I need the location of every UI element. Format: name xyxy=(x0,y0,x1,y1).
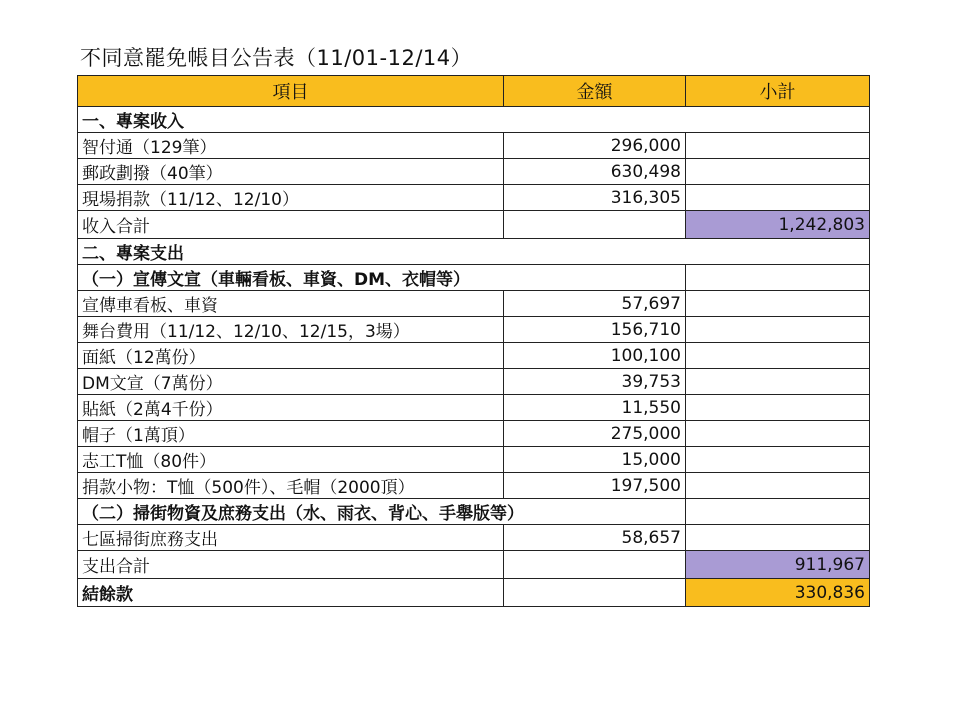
table-row xyxy=(78,369,870,395)
cell-subtotal: 330,836 xyxy=(686,579,870,607)
cell-subtotal xyxy=(686,525,870,551)
total-row xyxy=(78,551,870,579)
cell-item: 現場捐款（11/12、12/10） xyxy=(78,185,504,211)
cell-item: 支出合計 xyxy=(78,551,504,579)
cell-item: 一、專案收入 xyxy=(78,107,870,133)
header-amount: 金額 xyxy=(504,76,686,107)
cell-item: 志工T恤（80件） xyxy=(78,447,504,473)
cell-amount: 275,000 xyxy=(504,421,686,447)
cell-item: 郵政劃撥（40筆） xyxy=(78,159,504,185)
cell-subtotal xyxy=(686,317,870,343)
cell-subtotal xyxy=(686,265,870,291)
section-row xyxy=(78,239,870,265)
cell-subtotal xyxy=(686,291,870,317)
cell-item: 智付通（129筆） xyxy=(78,133,504,159)
table-row xyxy=(78,395,870,421)
cell-amount: 316,305 xyxy=(504,185,686,211)
cell-subtotal: 1,242,803 xyxy=(686,211,870,239)
header-item: 項目 xyxy=(78,76,504,107)
cell-amount: 100,100 xyxy=(504,343,686,369)
header-subtotal: 小計 xyxy=(686,76,870,107)
cell-subtotal xyxy=(686,369,870,395)
cell-subtotal xyxy=(686,159,870,185)
ledger-table xyxy=(77,75,870,607)
cell-subtotal xyxy=(686,421,870,447)
ledger-body xyxy=(78,107,870,607)
table-row xyxy=(78,159,870,185)
cell-item: 捐款小物：T恤（500件）、毛帽（2000頂） xyxy=(78,473,504,499)
cell-amount: 58,657 xyxy=(504,525,686,551)
total-row xyxy=(78,211,870,239)
cell-amount: 39,753 xyxy=(504,369,686,395)
cell-subtotal xyxy=(686,185,870,211)
cell-subtotal: 911,967 xyxy=(686,551,870,579)
cell-subtotal xyxy=(686,343,870,369)
table-row xyxy=(78,317,870,343)
cell-amount: 197,500 xyxy=(504,473,686,499)
group-row xyxy=(78,499,870,525)
cell-item: 收入合計 xyxy=(78,211,504,239)
header-row xyxy=(78,76,870,107)
cell-item: （一）宣傳文宣（車輛看板、車資、DM、衣帽等） xyxy=(78,265,686,291)
table-row xyxy=(78,473,870,499)
table-row xyxy=(78,525,870,551)
table-row xyxy=(78,447,870,473)
cell-item: 帽子（1萬頂） xyxy=(78,421,504,447)
cell-subtotal xyxy=(686,447,870,473)
table-row xyxy=(78,133,870,159)
group-row xyxy=(78,265,870,291)
page-title: 不同意罷免帳目公告表（11/01-12/14） xyxy=(80,46,473,70)
cell-amount: 156,710 xyxy=(504,317,686,343)
cell-subtotal xyxy=(686,473,870,499)
cell-amount: 15,000 xyxy=(504,447,686,473)
cell-amount: 11,550 xyxy=(504,395,686,421)
balance-row xyxy=(78,579,870,607)
table-row xyxy=(78,421,870,447)
cell-subtotal xyxy=(686,395,870,421)
cell-amount xyxy=(504,579,686,607)
section-row xyxy=(78,107,870,133)
cell-item: 宣傳車看板、車資 xyxy=(78,291,504,317)
cell-amount xyxy=(504,211,686,239)
cell-amount xyxy=(504,551,686,579)
cell-amount: 57,697 xyxy=(504,291,686,317)
cell-item: 結餘款 xyxy=(78,579,504,607)
table-row xyxy=(78,343,870,369)
table-row xyxy=(78,185,870,211)
cell-item: DM文宣（7萬份） xyxy=(78,369,504,395)
cell-item: 面紙（12萬份） xyxy=(78,343,504,369)
table-row xyxy=(78,291,870,317)
cell-item: 貼紙（2萬4千份） xyxy=(78,395,504,421)
cell-amount: 296,000 xyxy=(504,133,686,159)
cell-subtotal xyxy=(686,133,870,159)
cell-amount: 630,498 xyxy=(504,159,686,185)
cell-item: 七區掃街庶務支出 xyxy=(78,525,504,551)
cell-item: 二、專案支出 xyxy=(78,239,870,265)
cell-subtotal xyxy=(686,499,870,525)
cell-item: （二）掃街物資及庶務支出（水、雨衣、背心、手舉版等） xyxy=(78,499,686,525)
cell-item: 舞台費用（11/12、12/10、12/15，3場） xyxy=(78,317,504,343)
